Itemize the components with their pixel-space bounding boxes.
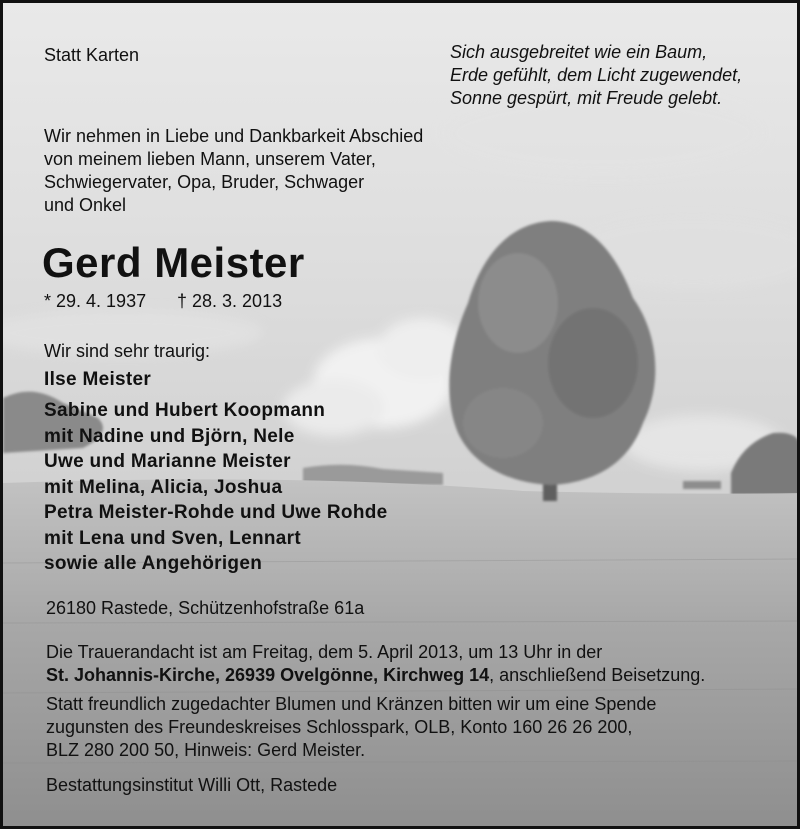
family-line: sowie alle Angehörigen [44,553,263,574]
birth-date: * 29. 4. 1937 [44,291,147,311]
death-date: † 28. 3. 2013 [177,291,283,311]
family-line: Sabine und Hubert Koopmann [44,400,326,421]
intro-line: Schwiegervater, Opa, Bruder, Schwager [44,172,365,192]
service-line: Die Trauerandacht ist am Freitag, dem 5. April 2013, um 13 Uhr in der [46,642,603,662]
poem-line: Erde gefühlt, dem Licht zugewendet, [450,65,743,85]
deceased-name: Gerd Meister [42,239,305,286]
family-line: mit Nadine und Björn, Nele [44,425,295,447]
intro-text [44,125,423,217]
intro-line: und Onkel [44,195,127,215]
family-line: Uwe und Marianne Meister [44,451,291,472]
service-location-line [46,664,754,687]
service-location: St. Johannis-Kirche, 26939 Ovelgönne, Kirchweg 14 [46,665,490,685]
donation-line: BLZ 280 200 50, Hinweis: Gerd Meister. [46,740,366,760]
intro-line: von meinem lieben Mann, unserem Vater, [44,149,376,169]
family-line: mit Melina, Alicia, Joshua [44,476,283,498]
donation-line: Statt freundlich zugedachter Blumen und Kränzen bitten wir um eine Spende [46,694,657,714]
poem-line: Sonne gespürt, mit Freude gelebt. [450,88,723,108]
service-after: , anschließend Beisetzung. [489,665,706,685]
family-line: Petra Meister-Rohde und Uwe Rohde [44,502,388,523]
service-info [46,641,754,687]
family-line: mit Lena und Sven, Lennart [44,527,301,549]
mourners-intro: Wir sind sehr traurig: [44,341,211,361]
statt-karten-label: Statt Karten [44,45,140,65]
intro-line: Wir nehmen in Liebe und Dankbarkeit Abschied [44,126,424,146]
donation-info [46,693,754,762]
family-address: 26180 Rastede, Schützenhofstraße 61a [46,598,365,618]
spouse-name: Ilse Meister [44,369,152,390]
undertaker: Bestattungsinstitut Willi Ott, Rastede [46,775,338,795]
poem-line: Sich ausgebreitet wie ein Baum, [450,42,708,62]
family-list [44,398,388,577]
poem [450,41,742,110]
donation-line: zugunsten des Freundeskreises Schlosspark, OLB, Konto 160 26 26 200, [46,717,633,737]
